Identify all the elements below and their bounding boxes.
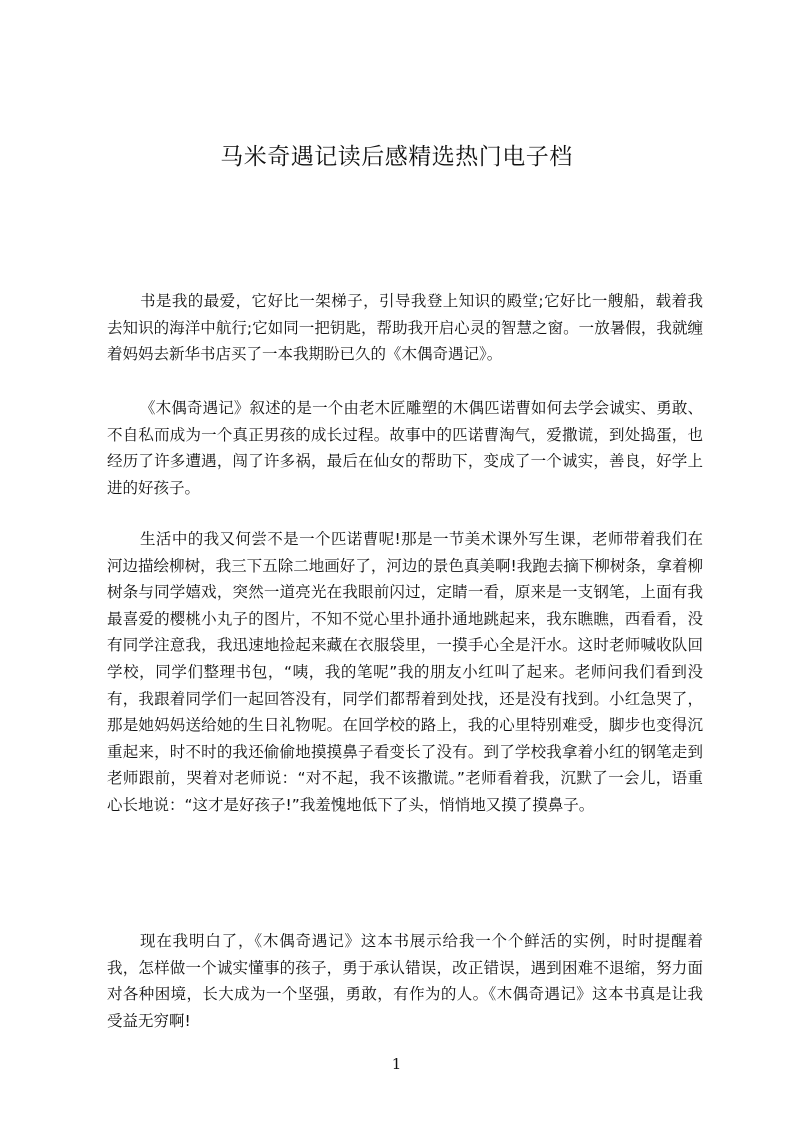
paragraph-summary: 《木偶奇遇记》叙述的是一个由老木匠雕塑的木偶匹诺曹如何去学会诚实、勇敢、不自私而成为一个真正男孩的成长过程。故事中的匹诺曹淘气，爱撒谎，到处捣蛋，也经历了许多遭遇，闯了许多祸，最后在仙女的帮助下，变成了一个诚实，善良，好学上进的好孩子。 bbox=[107, 399, 703, 497]
page-number: 1 bbox=[391, 1055, 402, 1073]
paragraph-story: 生活中的我又何尝不是一个匹诺曹呢!那是一节美术课外写生课，老师带着我们在河边描绘柳树，我三下五除二地画好了，河边的景色真美啊!我跑去摘下柳树条，拿着柳树条与同学嬉戏，突然一道亮光在我眼前闪过，定睛一看，原来是一支钢笔，上面有我最喜爱的樱桃小丸子的图片，不知不觉心里扑通扑通地跳起来，我东瞧瞧，西看看，没有同学注意我，我迅速地捡起来藏在衣服袋里，一摸手心全是汗水。这时老师喊收队回学校，同学们整理书包，“咦，我的笔呢”我的朋友小红叫了起来。老师问我们看到没有，我跟着同学们一起回答没有，同学们都帮着到处找，还是没有找到。小红急哭了，那是她妈妈送给她的生日礼物呢。在回学校的路上，我的心里特别难受，脚步也变得沉重起来，时不时的我还偷偷地摸摸鼻子看变长了没有。到了学校我拿着小红的钢笔走到老师跟前，哭着对老师说：“对不起，我不该撒谎。”老师看着我，沉默了一会儿，语重心长地说：“这才是好孩子!”我羞愧地低下了头，悄悄地又摸了摸鼻子。 bbox=[107, 530, 703, 814]
document-title: 马米奇遇记读后感精选热门电子档 bbox=[220, 144, 573, 170]
paragraph-conclusion: 现在我明白了，《木偶奇遇记》这本书展示给我一个个鲜活的实例，时时提醒着我，怎样做一个诚实懂事的孩子，勇于承认错误，改正错误，遇到困难不退缩，努力面对各种困境，长大成为一个坚强，勇敢，有作为的人。《木偶奇遇记》这本书真是让我受益无穷啊! bbox=[107, 932, 703, 1030]
paragraph-intro: 书是我的最爱，它好比一架梯子，引导我登上知识的殿堂;它好比一艘船，载着我去知识的海洋中航行;它如同一把钥匙，帮助我开启心灵的智慧之窗。一放暑假，我就缠着妈妈去新华书店买了一本我期盼已久的《木偶奇遇记》。 bbox=[107, 292, 703, 364]
